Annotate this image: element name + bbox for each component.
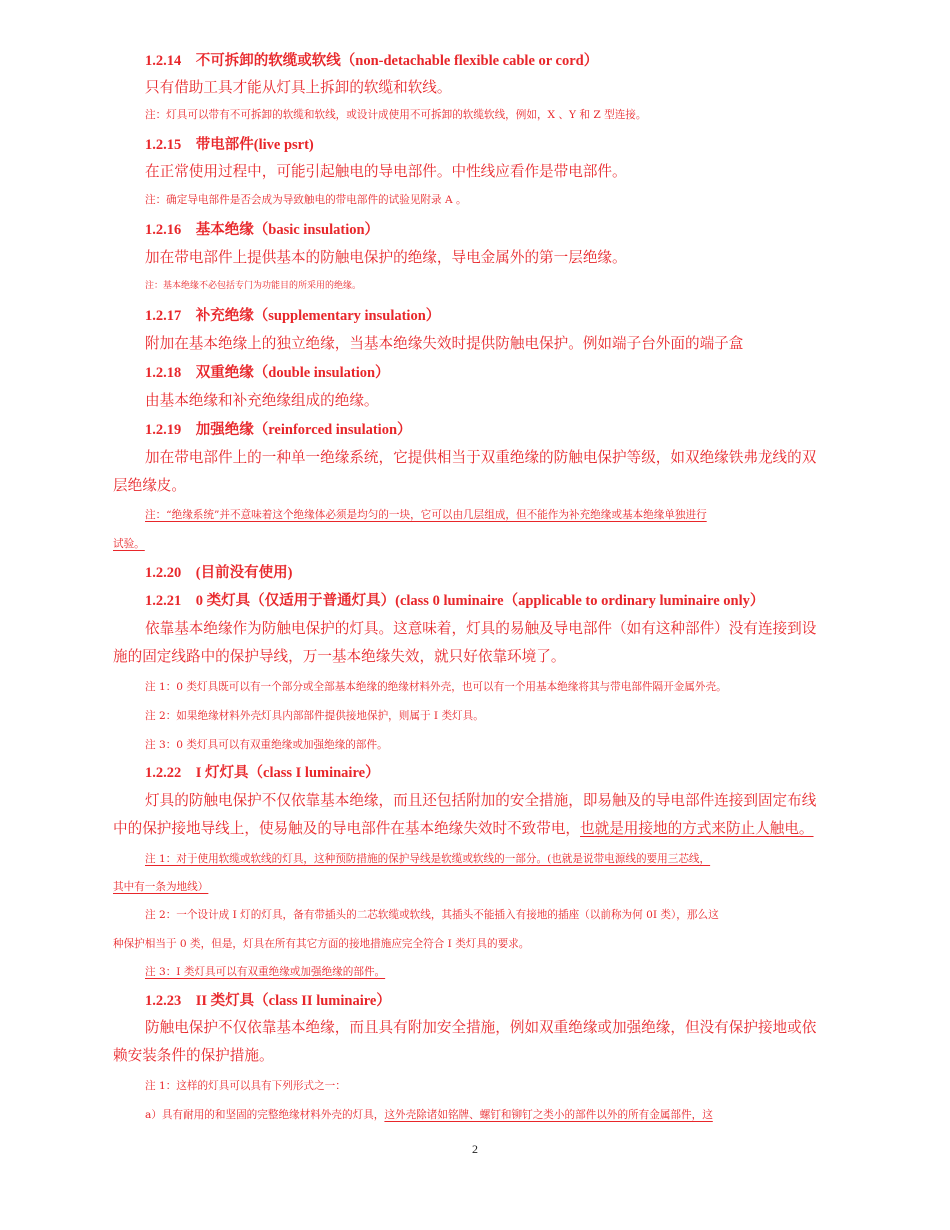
note3-1-2-21: 注 3：0 类灯具可以有双重绝缘或加强绝缘的部件。 — [145, 739, 388, 751]
note1-1-2-22-line1: 注 1：对于使用软缆或软线的灯具，这种预防措施的保护导线是软缆或软线的一部分。(也就是说带电源线的要用三芯线， — [145, 853, 711, 865]
note1-1-2-21: 注 1：0 类灯具既可以有一个部分或全部基本绝缘的绝缘材料外壳，也可以有一个用基本绝缘将其与带电部件隔开金属外壳。 — [145, 681, 727, 693]
definition-1-2-15: 在正常使用过程中，可能引起触电的导电部件。中性线应看作是带电部件。 — [145, 163, 627, 180]
note2-1-2-21: 注 2：如果绝缘材料外壳灯具内部部件提供接地保护，则属于 I 类灯具。 — [145, 710, 484, 722]
definition-1-2-14: 只有借助工具才能从灯具上拆卸的软缆和软线。 — [145, 79, 452, 96]
section-heading-1-2-23: 1.2.23 II 类灯具（class II luminaire） — [145, 993, 391, 1009]
note2-1-2-22-line2: 种保护相当于 0 类，但是，灯具在所有其它方面的接地措施应完全符合 I 类灯具的要求。 — [113, 938, 530, 950]
note-1-2-19-line1: 注：“绝缘系统”并不意味着这个绝缘体必须是均匀的一块，它可以由几层组成，但不能作为补充绝缘或基本绝缘单独进行 — [145, 509, 707, 521]
section-heading-1-2-19: 1.2.19 加强绝缘（reinforced insulation） — [145, 422, 412, 438]
definition-1-2-23-line2: 赖安装条件的保护措施。 — [113, 1047, 274, 1064]
definition-1-2-19-line2: 层绝缘皮。 — [113, 477, 186, 494]
definition-1-2-23-line1: 防触电保护不仅依靠基本绝缘，而且具有附加安全措施，例如双重绝缘或加强绝缘，但没有保护接地或依 — [145, 1019, 817, 1036]
item-a-1-2-23 — [145, 1110, 713, 1121]
section-heading-1-2-17: 1.2.17 补充绝缘（supplementary insulation） — [145, 308, 441, 324]
note-1-2-14: 注：灯具可以带有不可拆卸的软缆和软线，或设计成使用不可拆卸的软缆软线，例如，X 、Y 和 Z 型连接。 — [145, 109, 647, 121]
item-a-underlined: 这外壳除诸如铭牌、螺钉和铆钉之类小的部件以外的所有金属部件，这 — [384, 1109, 713, 1121]
definition-1-2-18: 由基本绝缘和补充绝缘组成的绝缘。 — [145, 392, 379, 409]
definition-1-2-22-line2-underlined: 也就是用接地的方式来防止人触电。 — [580, 820, 814, 837]
note-1-2-16: 注：基本绝缘不必包括专门为功能目的所采用的绝缘。 — [145, 281, 362, 291]
section-heading-1-2-14: 1.2.14 不可拆卸的软缆或软线（non-detachable flexible cable or cord） — [145, 53, 599, 69]
definition-1-2-17: 附加在基本绝缘上的独立绝缘，当基本绝缘失效时提供防触电保护。例如端子台外面的端子盒 — [145, 335, 744, 352]
definition-1-2-22-line2-plain: 中的保护接地导线上，使易触及的导电部件在基本绝缘失效时不致带电， — [113, 820, 581, 837]
page-number: 2 — [472, 1142, 478, 1156]
note3-1-2-22: 注 3：I 类灯具可以有双重绝缘或加强绝缘的部件。 — [145, 966, 386, 978]
note1-1-2-23: 注 1：这样的灯具可以具有下列形式之一： — [145, 1080, 346, 1092]
definition-1-2-19-line1: 加在带电部件上的一种单一绝缘系统，它提供相当于双重绝缘的防触电保护等级，如双绝缘铁弗龙线的双 — [145, 449, 817, 466]
note1-1-2-22-line2: 其中有一条为地线） — [113, 881, 209, 893]
note-1-2-15: 注：确定导电部件是否会成为导致触电的带电部件的试验见附录 A 。 — [145, 194, 467, 206]
item-a-plain: a）具有耐用的和坚固的完整绝缘材料外壳的灯具， — [145, 1109, 385, 1121]
section-heading-1-2-20: 1.2.20 (目前没有使用) — [145, 565, 293, 581]
definition-1-2-22-line2 — [113, 822, 814, 837]
section-heading-1-2-15: 1.2.15 带电部件(live psrt) — [145, 137, 314, 153]
definition-1-2-21-line2: 施的固定线路中的保护导线，万一基本绝缘失效，就只好依靠环境了。 — [113, 648, 566, 665]
note2-1-2-22-line1: 注 2：一个设计成 I 灯的灯具，备有带插头的二芯软缆或软线，其插头不能插入有接地的插座（以前称为何 0I 类），那么这 — [145, 909, 719, 921]
section-heading-1-2-16: 1.2.16 基本绝缘（basic insulation） — [145, 222, 380, 238]
definition-1-2-22-line1: 灯具的防触电保护不仅依靠基本绝缘，而且还包括附加的安全措施，即易触及的导电部件连接到固定布线 — [145, 792, 817, 809]
note-1-2-19-line2: 试验。 — [113, 538, 145, 550]
section-heading-1-2-21: 1.2.21 0 类灯具（仅适用于普通灯具）(class 0 luminaire（applicable to ordinary luminaire only） — [145, 593, 765, 609]
definition-1-2-21-line1: 依靠基本绝缘作为防触电保护的灯具。这意味着，灯具的易触及导电部件（如有这种部件）没有连接到设 — [145, 620, 817, 637]
section-heading-1-2-22: 1.2.22 I 灯灯具（class I luminaire） — [145, 765, 380, 781]
definition-1-2-16: 加在带电部件上提供基本的防触电保护的绝缘，导电金属外的第一层绝缘。 — [145, 249, 627, 266]
section-heading-1-2-18: 1.2.18 双重绝缘（double insulation） — [145, 365, 390, 381]
